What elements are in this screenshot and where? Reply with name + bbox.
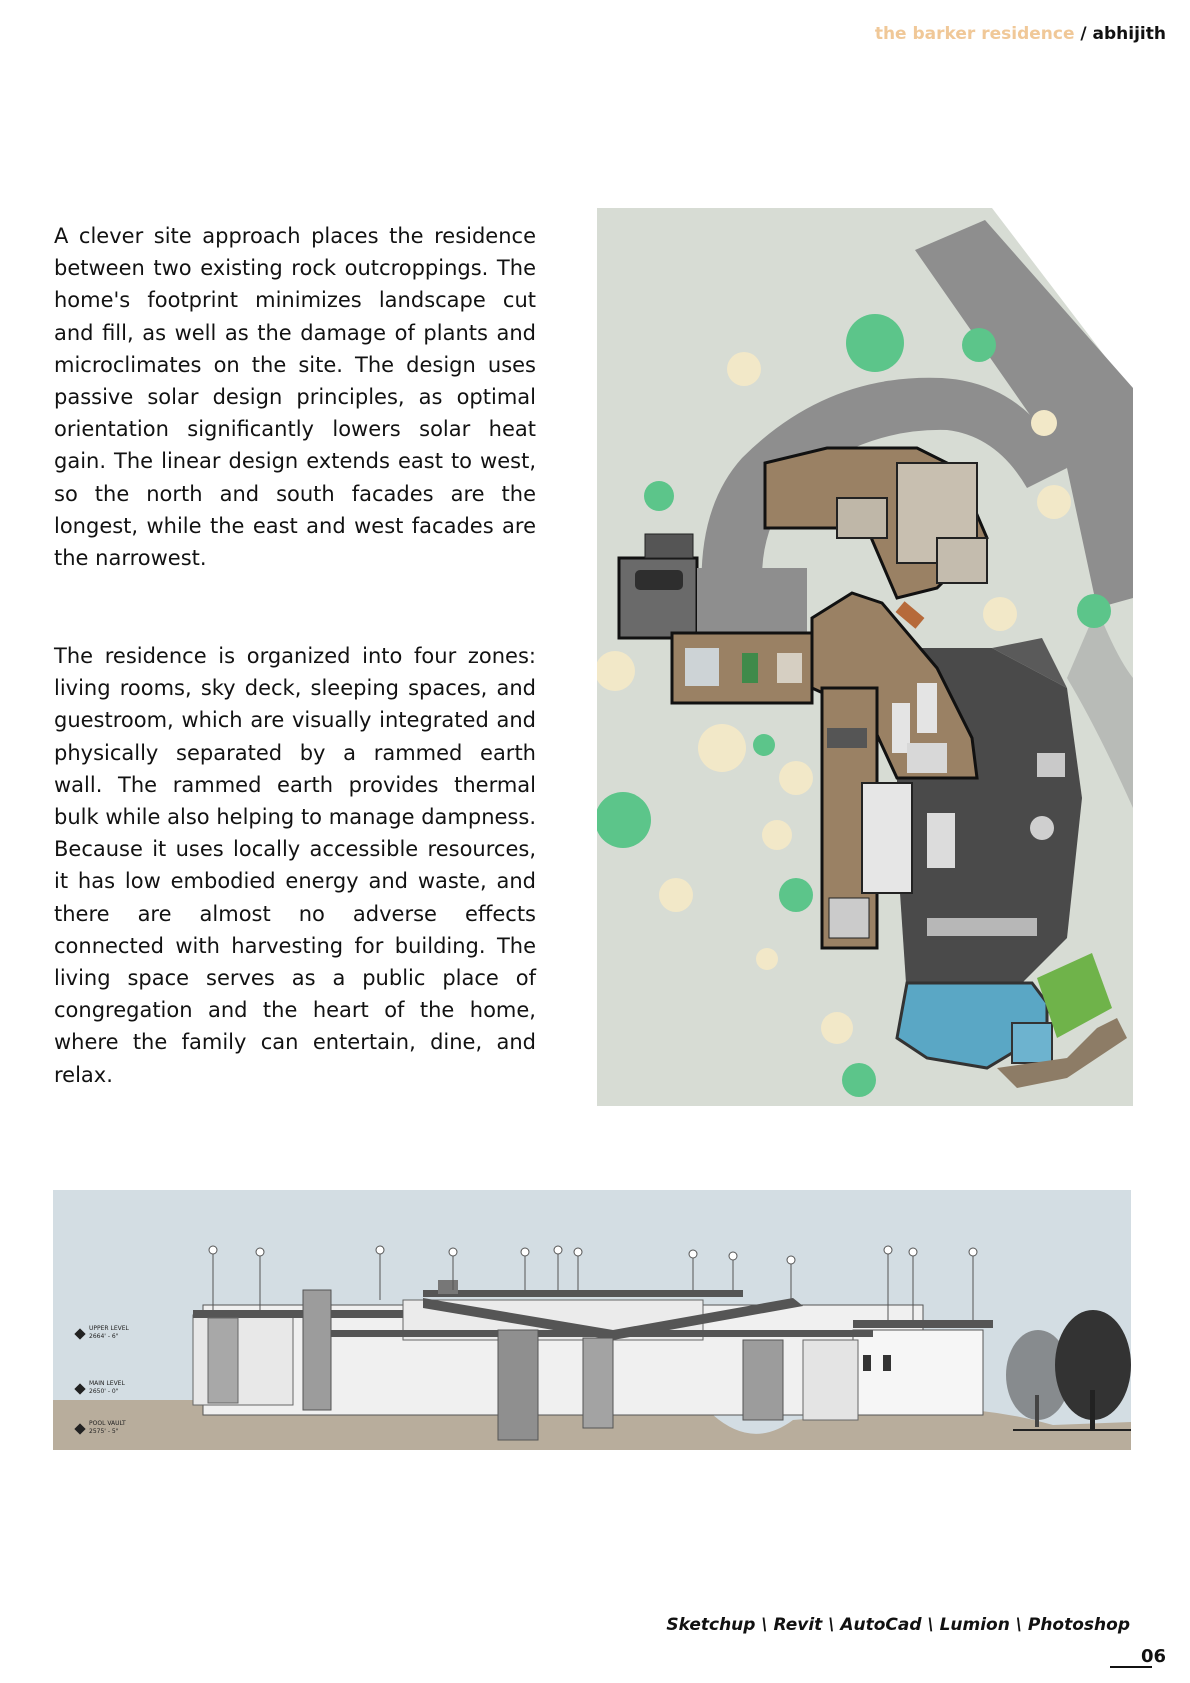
level-main-value: 2650' - 0" — [89, 1388, 119, 1395]
software-list: Sketchup \ Revit \ AutoCad \ Lumion \ Photoshop — [666, 1615, 1130, 1635]
page-header — [875, 24, 1166, 44]
project-title: the barker residence — [874, 24, 1075, 44]
zones-paragraph: The residence is organized into four zones: living rooms, sky deck, sleeping spaces, and guestroom, which are visually integrated and physically separated by a rammed earth wall. The rammed earth provides thermal bulk while also helping to manage dampness. Because it uses locally accessible resources, it has low embodied energy and waste, and there are almost no adverse effects connected with harvesting for building. The living space serves as a public place of congregation and the heart of the home, where the family can entertain, dine, and relax. — [54, 644, 536, 1087]
level-upper-name: UPPER LEVEL — [89, 1325, 129, 1332]
header-separator: / — [1074, 24, 1093, 44]
site-approach-paragraph: A clever site approach places the residence between two existing rock outcroppings. The home's footprint minimizes landscape cut and fill, as well as the damage of plants and microclimates on the site. The design uses passive solar design principles, as optimal orientation significantly lowers solar heat gain. The linear design extends east to west, so the north and south facades are the longest, while the east and west facades are the narrowest. — [54, 224, 536, 571]
author-name: abhijith — [1092, 24, 1166, 44]
level-pool-name: POOL VAULT — [89, 1420, 126, 1427]
level-main-name: MAIN LEVEL — [89, 1380, 125, 1387]
building-section-drawing — [53, 1190, 1131, 1450]
level-pool-value: 2575' - 5" — [89, 1428, 119, 1435]
page-number: 06 — [1140, 1646, 1166, 1667]
site-floor-plan — [597, 208, 1133, 1106]
level-upper-value: 2664' - 6" — [89, 1333, 119, 1340]
